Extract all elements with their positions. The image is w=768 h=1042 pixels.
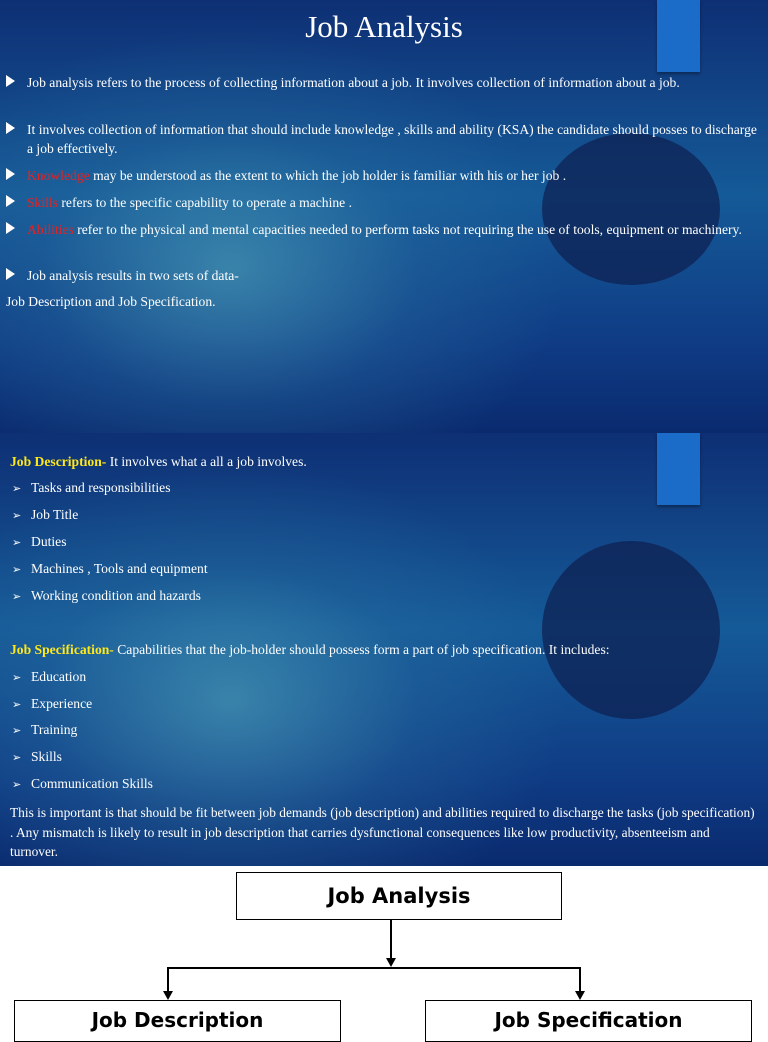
list-item <box>12 696 92 712</box>
list-item <box>12 561 208 577</box>
arrow-down-icon <box>163 991 173 1000</box>
list-item-text: Machines , Tools and equipment <box>31 561 208 576</box>
diagram-job-specification-box: Job Specification <box>425 1000 752 1042</box>
bullet-term: Abilities <box>27 222 74 237</box>
bullet-text: refers to the specific capability to operate a machine . <box>57 195 353 210</box>
bullet-text: refer to the physical and mental capacities needed to perform tasks not requiring the use of tools, equipment or machinery. <box>73 222 742 237</box>
slide-footer-text: Job Description and Job Specification. <box>6 294 216 309</box>
connector-line <box>167 967 169 991</box>
bullet-item <box>27 166 762 185</box>
slide-title: Job Analysis <box>305 9 463 44</box>
triangle-bullet-icon <box>6 168 15 180</box>
chevron-bullet-icon: ➢ <box>12 698 22 711</box>
connector-line <box>579 967 581 991</box>
list-item <box>12 588 201 604</box>
list-item <box>12 534 67 550</box>
diagram-root-box: Job Analysis <box>236 872 562 920</box>
list-item <box>12 722 77 738</box>
chevron-bullet-icon: ➢ <box>12 482 22 495</box>
job-description-label: Job Description- <box>10 454 107 469</box>
slide-job-analysis <box>0 0 768 433</box>
diagram-job-description-box: Job Description <box>14 1000 341 1042</box>
triangle-bullet-icon <box>6 195 15 207</box>
triangle-bullet-icon <box>6 122 15 134</box>
bullet-text: It involves collection of information that should include knowledge , skills and ability (KSA) the candidate should posses to discharge a job effectively. <box>27 122 757 156</box>
connector-line <box>167 967 580 969</box>
slide-job-description-specification <box>0 433 768 866</box>
triangle-bullet-icon <box>6 268 15 280</box>
arrow-down-icon <box>575 991 585 1000</box>
bullet-item <box>27 193 762 212</box>
chevron-bullet-icon: ➢ <box>12 590 22 603</box>
list-item <box>12 480 171 496</box>
bullet-text: Job analysis refers to the process of collecting information about a job. It involves collection of information about a job. <box>27 75 680 90</box>
list-item <box>12 669 86 685</box>
chevron-bullet-icon: ➢ <box>12 536 22 549</box>
arrow-down-icon <box>386 958 396 967</box>
list-item-text: Job Title <box>31 507 79 522</box>
list-item-text: Skills <box>31 749 62 764</box>
connector-line <box>390 920 392 958</box>
list-item-text: Duties <box>31 534 67 549</box>
bullet-item <box>27 266 762 285</box>
chevron-bullet-icon: ➢ <box>12 778 22 791</box>
chevron-bullet-icon: ➢ <box>12 509 22 522</box>
chevron-bullet-icon: ➢ <box>12 563 22 576</box>
bullet-item <box>27 73 762 92</box>
job-analysis-diagram <box>0 866 768 1032</box>
list-item <box>12 776 153 792</box>
list-item-text: Communication Skills <box>31 776 153 791</box>
list-item-text: Education <box>31 669 87 684</box>
triangle-bullet-icon <box>6 222 15 234</box>
bullet-item <box>27 220 762 239</box>
bullet-text: may be understood as the extent to which the job holder is familiar with his or her job . <box>89 168 567 183</box>
bullet-term: Skills <box>27 195 58 210</box>
list-item-text: Experience <box>31 696 93 711</box>
job-specification-label: Job Specification- <box>10 642 114 657</box>
list-item <box>12 749 62 765</box>
chevron-bullet-icon: ➢ <box>12 671 22 684</box>
job-description-text: It involves what a all a job involves. <box>106 454 307 469</box>
chevron-bullet-icon: ➢ <box>12 751 22 764</box>
job-specification-heading <box>10 642 610 658</box>
list-item-text: Working condition and hazards <box>31 588 201 603</box>
bullet-term: Knowledge <box>27 168 90 183</box>
chevron-bullet-icon: ➢ <box>12 724 22 737</box>
triangle-bullet-icon <box>6 75 15 87</box>
list-item <box>12 507 78 523</box>
job-specification-text: Capabilities that the job-holder should possess form a part of job specification. It includes: <box>113 642 610 657</box>
list-item-text: Training <box>31 722 78 737</box>
summary-paragraph: This is important is that should be fit between job demands (job description) and abilities required to discharge the tasks (job specification) . Any mismatch is likely to result in job description that carries dysfunctional consequences like low productivity, absenteeism and turnover. <box>10 805 755 859</box>
bullet-item <box>27 120 762 158</box>
list-item-text: Tasks and responsibilities <box>31 480 171 495</box>
decorative-bar <box>657 433 700 505</box>
job-description-heading <box>10 454 307 470</box>
decorative-circle <box>542 541 720 719</box>
bullet-text: Job analysis results in two sets of data- <box>27 268 239 283</box>
